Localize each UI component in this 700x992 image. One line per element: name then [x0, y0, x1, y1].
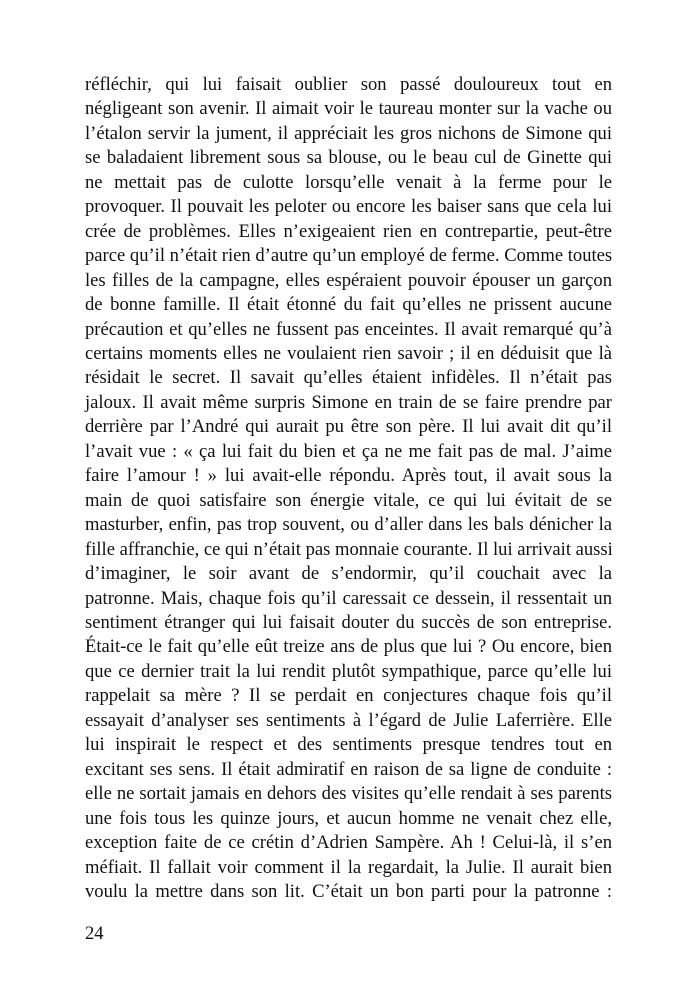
text-line: [85, 220, 612, 244]
text-line-content: les filles de la campagne, elles espéraient pouvoir épouser un garçon: [85, 269, 612, 291]
text-line: [85, 244, 612, 268]
text-line-content: patronne. Mais, chaque fois qu’il caressait ce dessein, il ressentait un: [85, 587, 612, 609]
text-line: [85, 489, 612, 513]
text-line-content: une fois tous les quinze jours, et aucun homme ne venait chez elle,: [85, 807, 612, 829]
text-line-content: se baladaient librement sous sa blouse, ou le beau cul de Ginette qui: [85, 147, 612, 169]
text-line-content: masturber, enfin, pas trop souvent, ou d’aller dans les bals dénicher la: [85, 514, 612, 536]
text-line-content: Était-ce le fait qu’elle eût treize ans de plus que lui ? Ou encore, bien: [85, 636, 612, 658]
text-line: [85, 195, 612, 219]
text-line: [85, 366, 612, 390]
text-line-content: fille affranchie, ce qui n’était pas monnaie courante. Il lui arrivait aussi: [85, 538, 613, 560]
text-line: [85, 97, 612, 121]
text-line: [85, 635, 612, 659]
text-line: [85, 611, 612, 635]
text-line-content: excitant ses sens. Il était admiratif en raison de sa ligne de conduite :: [85, 758, 612, 780]
text-line: [85, 587, 612, 611]
text-line: [85, 146, 612, 170]
text-line-content: provoquer. Il pouvait les peloter ou encore les baiser sans que cela lui: [85, 196, 612, 218]
text-line-content: voulu la mettre dans son lit. C’était un bon parti pour la patronne :: [85, 880, 612, 902]
text-line-content: essayait d’analyser ses sentiments à l’égard de Julie Laferrière. Elle: [85, 709, 612, 731]
text-line: [85, 440, 612, 464]
text-line-content: de bonne famille. Il était étonné du fait qu’elles ne prissent aucune: [85, 294, 612, 316]
text-line: [85, 415, 612, 439]
text-line: [85, 684, 612, 708]
text-line: [85, 782, 612, 806]
text-line-content: réfléchir, qui lui faisait oublier son passé douloureux tout en: [85, 74, 612, 95]
text-line: [85, 660, 612, 684]
text-line-content: que ce dernier trait la lui rendit plutôt sympathique, parce qu’elle lui: [85, 660, 612, 682]
text-line-content: l’avait vue : « ça lui fait du bien et ça ne me fait pas de mal. J’aime: [85, 440, 612, 462]
text-line-content: certains moments elles ne voulaient rien savoir ; il en déduisit que là: [85, 342, 612, 364]
text-line-content: main de quoi satisfaire son énergie vitale, ce qui lui évitait de se: [85, 489, 612, 511]
text-line-content: négligeant son avenir. Il aimait voir le taureau monter sur la vache ou: [85, 98, 612, 120]
text-line-content: jaloux. Il avait même surpris Simone en train de se faire prendre par: [85, 391, 612, 413]
text-line: [85, 538, 612, 562]
text-line-content: faire l’amour ! » lui avait-elle répondu. Après tout, il avait sous la: [85, 465, 612, 487]
text-line: [85, 171, 612, 195]
text-line: [85, 464, 612, 488]
text-line-content: lui inspirait le respect et des sentiments presque tendres tout en: [85, 734, 612, 756]
page-number: 24: [85, 923, 104, 945]
text-line: [85, 880, 612, 904]
text-line: [85, 562, 612, 586]
text-line: [85, 709, 612, 733]
text-line-content: crée de problèmes. Elles n’exigeaient rien en contrepartie, peut-être: [85, 220, 612, 242]
text-line: [85, 391, 612, 415]
text-line-content: méfiait. Il fallait voir comment il la regardait, la Julie. Il aurait bien: [85, 856, 612, 878]
text-line-content: derrière par l’André qui aurait pu être son père. Il lui avait dit qu’il: [85, 416, 612, 438]
text-line-content: résidait le secret. Il savait qu’elles étaient infidèles. Il n’était pas: [85, 367, 612, 389]
text-line-content: sentiment étranger qui lui faisait douter du succès de son entreprise.: [85, 611, 612, 633]
text-line-content: l’étalon servir la jument, il appréciait les gros nichons de Simone qui: [85, 122, 612, 144]
text-line: [85, 856, 612, 880]
text-line: [85, 269, 612, 293]
text-line: [85, 122, 612, 146]
text-line-content: rappelait sa mère ? Il se perdait en conjectures chaque fois qu’il: [85, 685, 612, 707]
text-line: [85, 342, 612, 366]
text-line: [85, 318, 612, 342]
text-line: [85, 831, 612, 855]
text-line-content: ne mettait pas de culotte lorsqu’elle venait à la ferme pour le: [85, 171, 612, 193]
text-line: [85, 513, 612, 537]
text-line: [85, 807, 612, 831]
text-line-content: elle ne sortait jamais en dehors des visites qu’elle rendait à ses parents: [85, 783, 612, 805]
text-line: [85, 758, 612, 782]
text-line: [85, 733, 612, 757]
body-text: [85, 73, 612, 904]
text-line-content: d’imaginer, le soir avant de s’endormir, qu’il couchait avec la: [85, 563, 612, 585]
text-line-content: précaution et qu’elles ne fussent pas enceintes. Il avait remarqué qu’à: [85, 318, 612, 340]
text-line-content: parce qu’il n’était rien d’autre qu’un employé de ferme. Comme toutes: [85, 245, 613, 267]
text-line: [85, 293, 612, 317]
text-line: [85, 73, 612, 97]
text-line-content: exception faite de ce crétin d’Adrien Sampère. Ah ! Celui-là, il s’en: [85, 832, 612, 854]
